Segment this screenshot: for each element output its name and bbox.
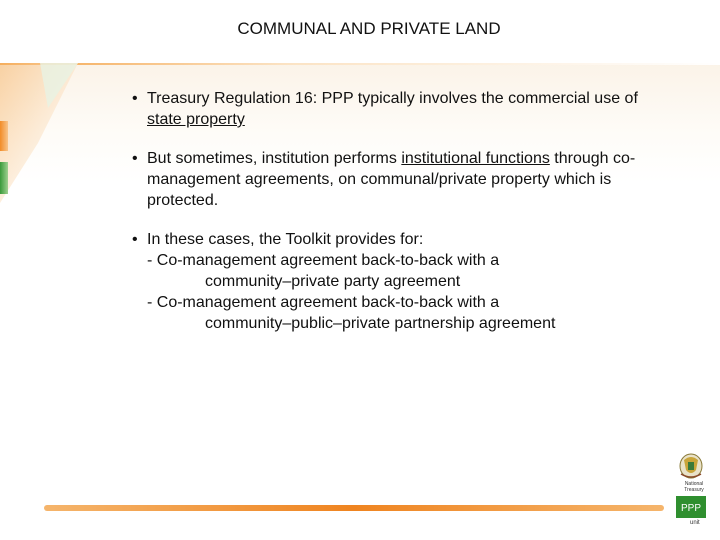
decorative-wedge: [0, 63, 80, 203]
treasury-logo-text: [674, 481, 714, 493]
slide-title: COMMUNAL AND PRIVATE LAND: [237, 19, 501, 38]
bullet-list: [132, 88, 672, 352]
side-accent-green: [0, 162, 8, 194]
bullet-text: Treasury Regulation 16: PPP typically involves the commercial use of: [147, 90, 638, 107]
bullet-item: [132, 88, 672, 130]
bullet-marker: •: [132, 150, 138, 167]
coat-of-arms-icon: [676, 452, 706, 482]
ppp-logo: PPP: [676, 496, 706, 518]
footer-line: [44, 505, 664, 511]
sub-item-text: - Co-management agreement back-to-back with a: [147, 252, 500, 269]
bullet-item: [132, 148, 672, 211]
bullet-text: But sometimes, institution performs: [147, 150, 402, 167]
treasury-line-2: Treasury: [684, 487, 704, 493]
sub-item-continuation: community–private party agreement: [205, 273, 461, 290]
treasury-line-1: National: [684, 481, 704, 487]
underlined-term: institutional functions: [401, 150, 550, 167]
bullet-marker: •: [132, 231, 138, 248]
side-accent-orange: [0, 121, 8, 151]
bullet-text: In these cases, the Toolkit provides for:: [147, 231, 424, 248]
bullet-text: through co-management agreements, on communal/private property which is protected.: [147, 150, 636, 209]
underlined-term: state property: [147, 111, 245, 128]
ppp-unit-label: unit: [690, 520, 700, 526]
bullet-item: [132, 229, 672, 334]
header-band-line: [0, 63, 720, 65]
bullet-marker: •: [132, 90, 138, 107]
sub-item-continuation: community–public–private partnership agreement: [205, 315, 556, 332]
sub-item: [147, 250, 672, 292]
sub-item-text: - Co-management agreement back-to-back with a: [147, 294, 500, 311]
sub-item: [147, 292, 672, 334]
